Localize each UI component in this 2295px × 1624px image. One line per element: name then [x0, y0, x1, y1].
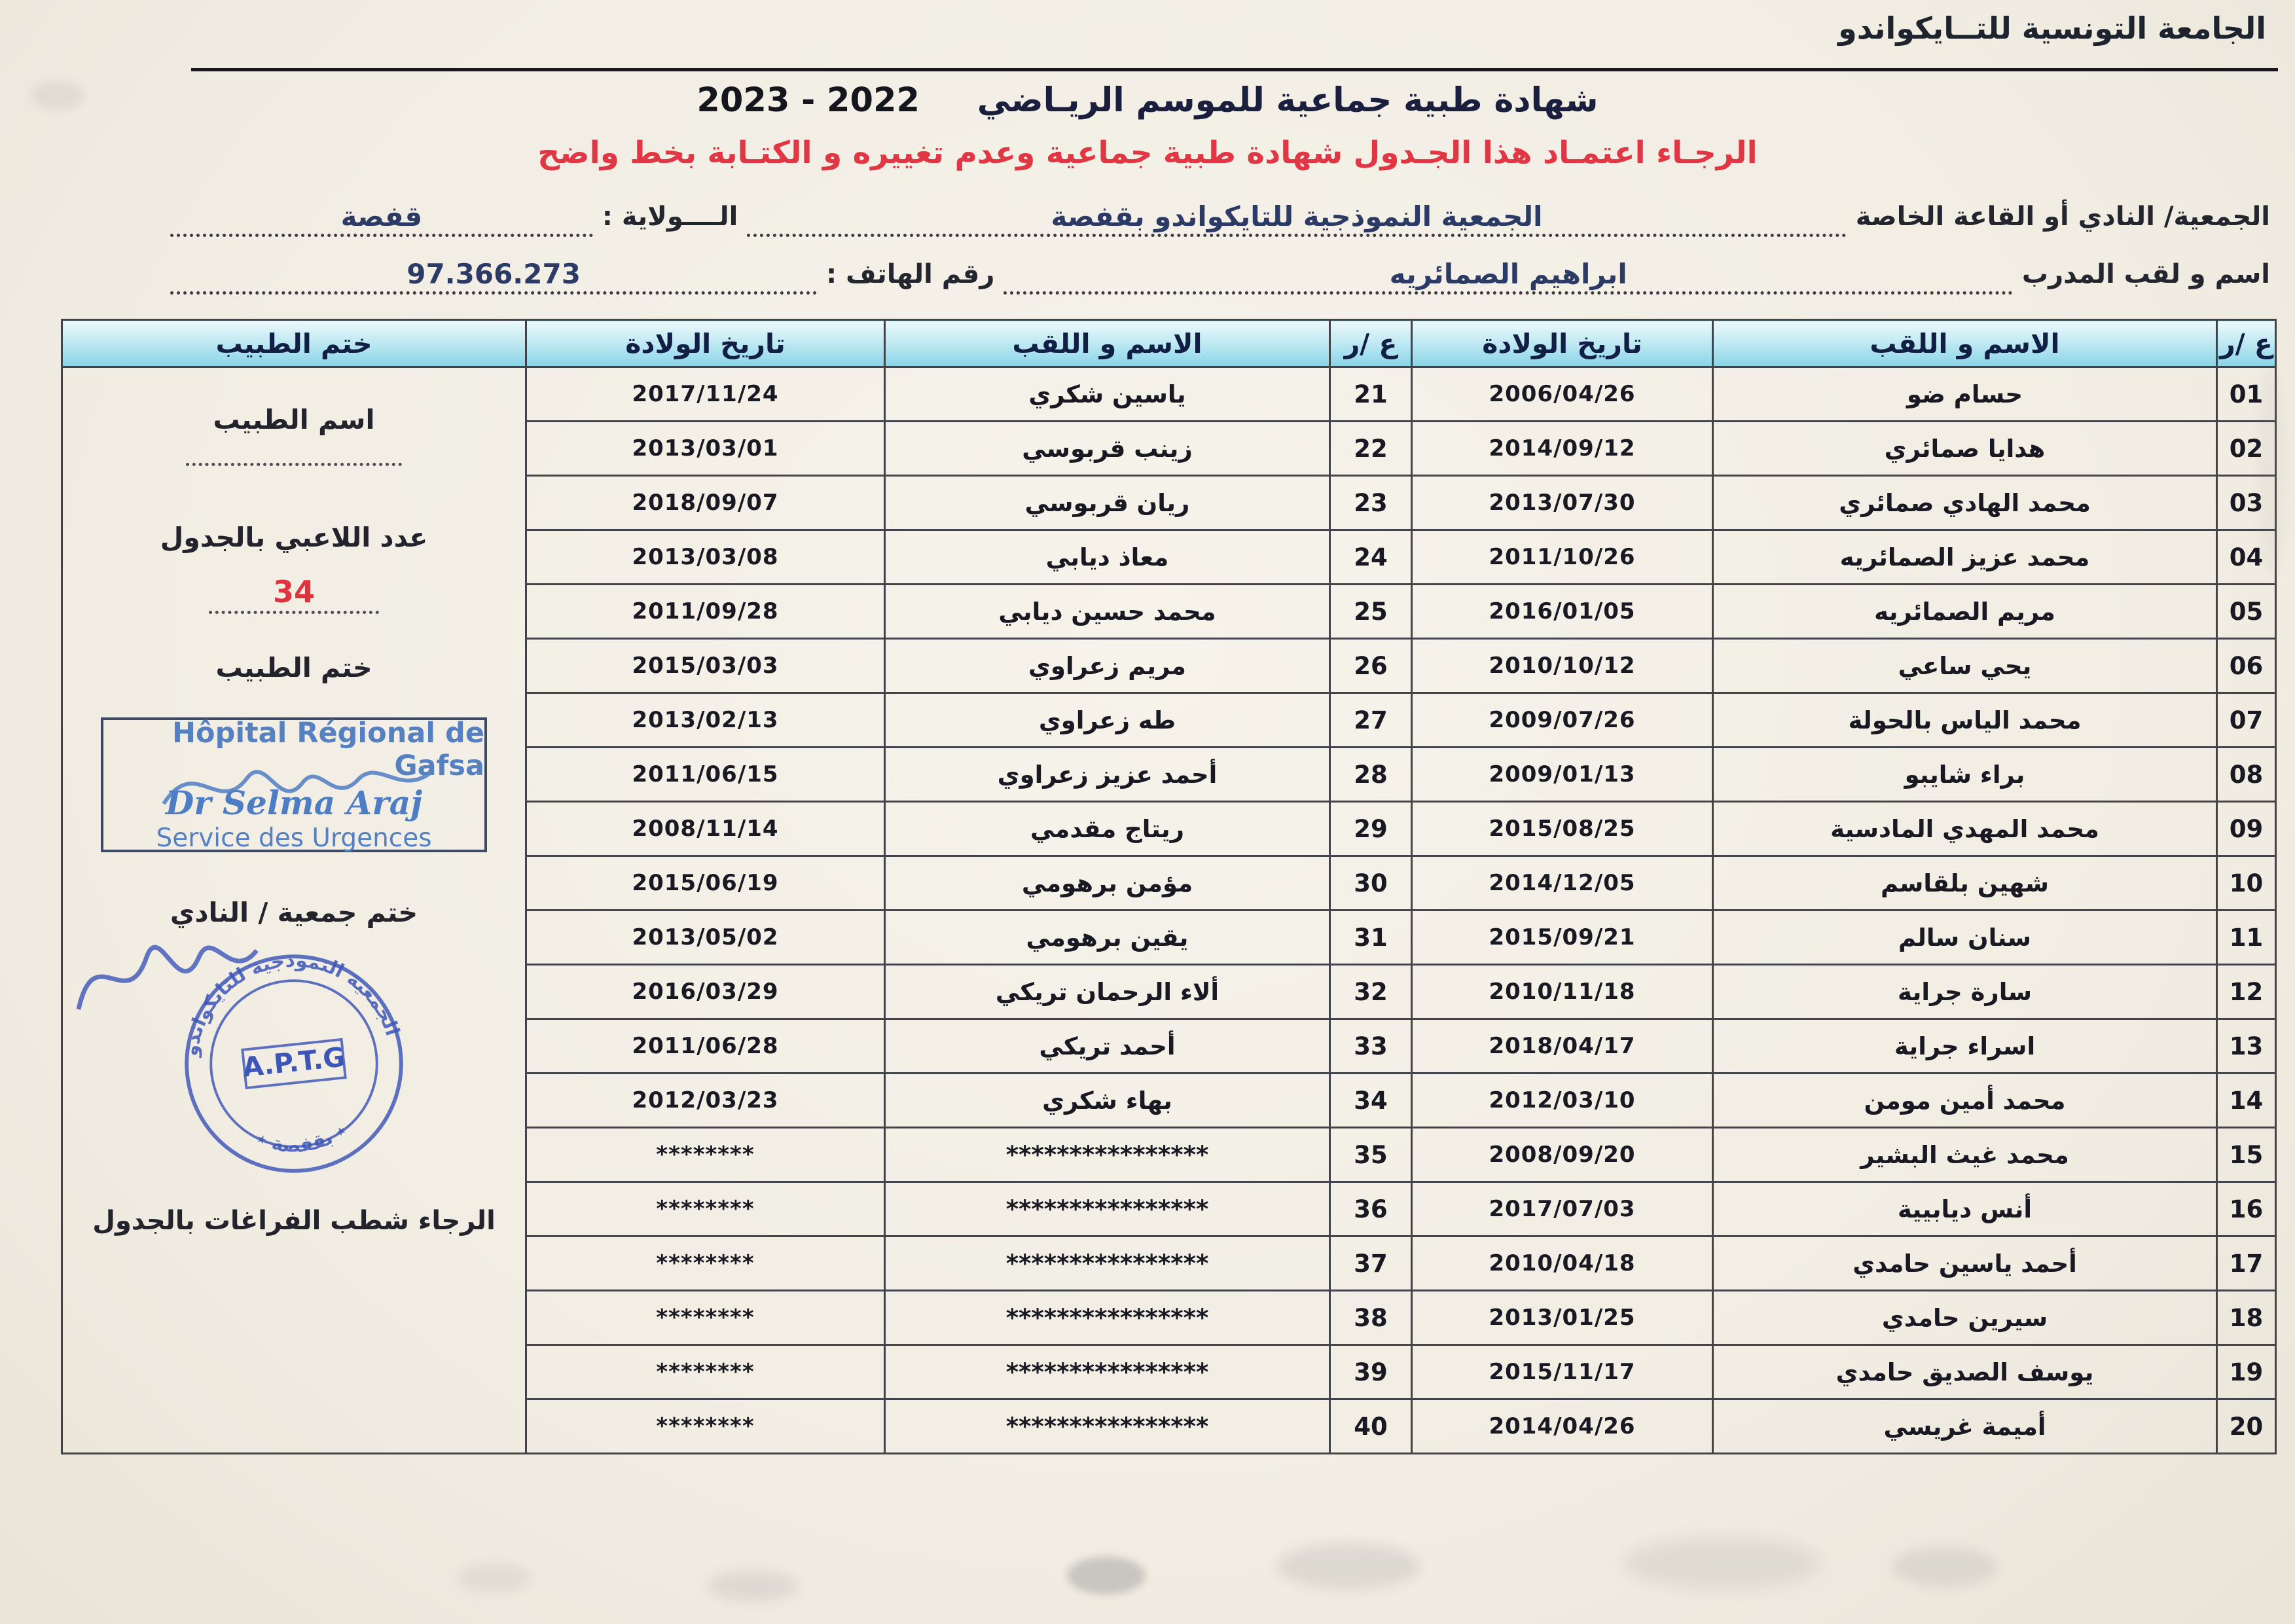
cell-dob-right: 2015/08/25 [1412, 802, 1713, 856]
cell-dob-left: 2011/06/28 [526, 1019, 885, 1074]
cell-dob-left: ******** [526, 1399, 885, 1454]
cell-name-left: يقين برهومي [885, 911, 1330, 965]
scan-smudge [707, 1570, 799, 1602]
coach-value: ابراهيم الصمائريه [1389, 258, 1627, 290]
cell-dob-left: ******** [526, 1345, 885, 1399]
phone-label: رقم الهاتف : [826, 259, 995, 289]
club-label: الجمعية/ النادي أو القاعة الخاصة [1855, 202, 2270, 232]
state-value-field [170, 200, 593, 237]
cell-dob-left: 2012/03/23 [526, 1074, 885, 1128]
hospital-stamp-doctor: Dr Selma Araj [165, 784, 423, 822]
player-row [526, 1182, 2276, 1236]
cell-num-right: 04 [2217, 530, 2276, 585]
cell-name-right: محمد الهادي صمائري [1713, 476, 2217, 530]
player-row [526, 639, 2276, 693]
cell-num-left: 27 [1330, 693, 1412, 748]
cell-num-left: 29 [1330, 802, 1412, 856]
cell-name-left: **************** [885, 1236, 1330, 1291]
svg-text:٭ بقفصة ٭ [251, 1117, 353, 1162]
scan-smudge [1623, 1537, 1820, 1589]
cell-num-right: 09 [2217, 802, 2276, 856]
cell-dob-left: 2013/03/08 [526, 530, 885, 585]
cell-name-right: أحمد ياسين حامدي [1713, 1236, 2217, 1291]
cell-num-left: 32 [1330, 965, 1412, 1019]
cell-name-right: محمد عزيز الصمائريه [1713, 530, 2217, 585]
player-row [526, 422, 2276, 476]
cell-dob-left: 2011/09/28 [526, 585, 885, 639]
cell-dob-right: 2013/01/25 [1412, 1291, 1713, 1345]
cell-num-right: 01 [2217, 367, 2276, 422]
cell-dob-left: ******** [526, 1236, 885, 1291]
cell-num-left: 22 [1330, 422, 1412, 476]
cell-name-right: يحي ساعي [1713, 639, 2217, 693]
cell-num-right: 13 [2217, 1019, 2276, 1074]
cell-name-right: حسام ضو [1713, 367, 2217, 422]
header-rule [191, 68, 2278, 71]
cell-num-right: 18 [2217, 1291, 2276, 1345]
cell-name-right: محمد أمين مومن [1713, 1074, 2217, 1128]
cell-num-left: 37 [1330, 1236, 1412, 1291]
cell-name-left: محمد حسين ديابي [885, 585, 1330, 639]
header-name-left: الاسم و اللقب [885, 320, 1330, 367]
scan-smudge [1067, 1557, 1146, 1595]
player-row [526, 1074, 2276, 1128]
cell-num-right: 10 [2217, 856, 2276, 911]
cell-dob-right: 2010/10/12 [1412, 639, 1713, 693]
cell-dob-left: ******** [526, 1182, 885, 1236]
header-num-left: ع /ر [1330, 320, 1412, 367]
player-row [526, 530, 2276, 585]
cell-name-left: **************** [885, 1128, 1330, 1182]
coach-form-line [161, 251, 2270, 295]
cell-num-left: 30 [1330, 856, 1412, 911]
players-count-value: 34 [272, 574, 315, 609]
title-text: شهادة طبية جماعية للموسم الريـاضي [977, 81, 1599, 120]
cell-name-left: ريان قربوسي [885, 476, 1330, 530]
cell-num-right: 07 [2217, 693, 2276, 748]
phone-value: 97.366.273 [407, 258, 581, 290]
cell-dob-left: ******** [526, 1128, 885, 1182]
cell-num-right: 03 [2217, 476, 2276, 530]
cell-num-right: 12 [2217, 965, 2276, 1019]
player-row [526, 1399, 2276, 1454]
document-title [0, 81, 2295, 120]
cell-name-right: اسراء جراية [1713, 1019, 2217, 1074]
cell-num-right: 02 [2217, 422, 2276, 476]
player-row [526, 856, 2276, 911]
player-row [526, 911, 2276, 965]
cell-dob-left: 2015/06/19 [526, 856, 885, 911]
player-row [526, 1019, 2276, 1074]
hospital-stamp [101, 717, 487, 852]
cell-num-left: 21 [1330, 367, 1412, 422]
cell-name-right: مريم الصمائريه [1713, 585, 2217, 639]
cell-dob-right: 2013/07/30 [1412, 476, 1713, 530]
cell-num-right: 16 [2217, 1182, 2276, 1236]
cell-name-left: أحمد تريكي [885, 1019, 1330, 1074]
coach-label: اسم و لقب المدرب [2021, 259, 2270, 289]
cell-num-left: 35 [1330, 1128, 1412, 1182]
header-stamp: ختم الطبيب [63, 321, 525, 368]
cell-name-right: سيرين حامدي [1713, 1291, 2217, 1345]
cell-num-right: 11 [2217, 911, 2276, 965]
cell-num-left: 26 [1330, 639, 1412, 693]
players-count-field [209, 574, 379, 614]
hospital-stamp-name: Hôpital Régional de Gafsa [172, 717, 484, 782]
cell-dob-left: ******** [526, 1291, 885, 1345]
cell-dob-right: 2014/04/26 [1412, 1399, 1713, 1454]
cell-num-right: 17 [2217, 1236, 2276, 1291]
cell-dob-right: 2009/07/26 [1412, 693, 1713, 748]
cell-dob-left: 2015/03/03 [526, 639, 885, 693]
club-value: الجمعية النموذجية للتايكواندو بقفصة [1051, 200, 1543, 232]
doctor-name-label: اسم الطبيب [213, 404, 375, 435]
cell-dob-right: 2018/04/17 [1412, 1019, 1713, 1074]
cell-name-left: بهاء شكري [885, 1074, 1330, 1128]
cell-name-right: يوسف الصديق حامدي [1713, 1345, 2217, 1399]
cell-num-right: 15 [2217, 1128, 2276, 1182]
cell-dob-right: 2014/12/05 [1412, 856, 1713, 911]
season-years: 2022 - 2023 [696, 81, 920, 120]
cell-name-right: براء شايبو [1713, 748, 2217, 802]
cell-name-right: محمد المهدي المادسية [1713, 802, 2217, 856]
cell-dob-left: 2013/05/02 [526, 911, 885, 965]
cell-dob-left: 2018/09/07 [526, 476, 885, 530]
player-row [526, 1291, 2276, 1345]
player-row [526, 476, 2276, 530]
cell-name-left: زينب قربوسي [885, 422, 1330, 476]
cell-dob-right: 2011/10/26 [1412, 530, 1713, 585]
players-table [525, 319, 2277, 1454]
cell-dob-right: 2015/09/21 [1412, 911, 1713, 965]
cell-name-right: سارة جراية [1713, 965, 2217, 1019]
cell-dob-left: 2013/03/01 [526, 422, 885, 476]
cell-name-left: **************** [885, 1291, 1330, 1345]
cell-num-left: 31 [1330, 911, 1412, 965]
cell-name-left: **************** [885, 1182, 1330, 1236]
round-stamp-center-text: A.P.T.G [241, 1041, 347, 1083]
player-row [526, 1128, 2276, 1182]
scan-smudge [1276, 1543, 1420, 1589]
phone-value-field [170, 258, 817, 295]
federation-name: الجامعة التونسية للتــايكواندو [1838, 10, 2266, 46]
player-row [526, 367, 2276, 422]
cell-dob-right: 2010/11/18 [1412, 965, 1713, 1019]
cell-name-left: مؤمن برهومي [885, 856, 1330, 911]
player-row [526, 1236, 2276, 1291]
cell-name-left: مريم زعراوي [885, 639, 1330, 693]
cell-dob-right: 2014/09/12 [1412, 422, 1713, 476]
cell-num-left: 24 [1330, 530, 1412, 585]
player-row [526, 965, 2276, 1019]
cell-num-left: 23 [1330, 476, 1412, 530]
cell-dob-left: 2013/02/13 [526, 693, 885, 748]
cell-dob-right: 2012/03/10 [1412, 1074, 1713, 1128]
player-row [526, 1345, 2276, 1399]
header-num-right: ع /ر [2217, 320, 2276, 367]
cell-dob-left: 2016/03/29 [526, 965, 885, 1019]
cell-num-right: 19 [2217, 1345, 2276, 1399]
players-table-body [526, 367, 2276, 1454]
players-table-wrap [61, 319, 2277, 1454]
cell-name-left: أحمد عزيز زعراوي [885, 748, 1330, 802]
round-stamp-bottom-text: ٭ بقفصة ٭ [253, 1118, 352, 1157]
cell-dob-right: 2010/04/18 [1412, 1236, 1713, 1291]
cell-num-left: 33 [1330, 1019, 1412, 1074]
cell-num-right: 20 [2217, 1399, 2276, 1454]
cell-dob-right: 2017/07/03 [1412, 1182, 1713, 1236]
doctor-stamp-column [61, 319, 527, 1454]
state-value: قفصة [340, 200, 423, 232]
club-stamp-label: ختم جمعية / النادي [170, 897, 418, 928]
club-form-line [161, 194, 2270, 237]
cell-name-left: معاذ ديابي [885, 530, 1330, 585]
cell-dob-left: 2008/11/14 [526, 802, 885, 856]
cell-dob-right: 2015/11/17 [1412, 1345, 1713, 1399]
cell-name-right: شهين بلقاسم [1713, 856, 2217, 911]
cell-dob-right: 2008/09/20 [1412, 1128, 1713, 1182]
cell-num-left: 36 [1330, 1182, 1412, 1236]
header-name-right: الاسم و اللقب [1713, 320, 2217, 367]
cell-dob-left: 2011/06/15 [526, 748, 885, 802]
cell-name-left: ياسين شكري [885, 367, 1330, 422]
cell-num-left: 40 [1330, 1399, 1412, 1454]
cell-name-left: ريتاج مقدمي [885, 802, 1330, 856]
club-value-field [747, 200, 1846, 237]
doctor-stamp-label: ختم الطبيب [215, 652, 372, 683]
cell-name-right: سنان سالم [1713, 911, 2217, 965]
cell-dob-right: 2016/01/05 [1412, 585, 1713, 639]
scan-smudge [1892, 1547, 1997, 1587]
cell-dob-left: 2017/11/24 [526, 367, 885, 422]
player-row [526, 748, 2276, 802]
doctor-name-blank [186, 463, 402, 466]
cell-dob-right: 2009/01/13 [1412, 748, 1713, 802]
table-header-row [526, 320, 2276, 367]
player-row [526, 585, 2276, 639]
cell-name-left: **************** [885, 1399, 1330, 1454]
cell-name-right: أميمة غريسي [1713, 1399, 2217, 1454]
signature-scribble [68, 911, 264, 1036]
header-dob-left: تاريخ الولادة [526, 320, 885, 367]
cell-name-right: محمد غيث البشير [1713, 1128, 2217, 1182]
hospital-stamp-service: Service des Urgences [156, 823, 432, 853]
cell-num-left: 28 [1330, 748, 1412, 802]
stamp-panel [63, 368, 525, 1453]
scan-smudge [458, 1563, 530, 1593]
cell-name-left: **************** [885, 1345, 1330, 1399]
cell-name-right: محمد الياس بالحولة [1713, 693, 2217, 748]
cell-name-right: أنس ديابيية [1713, 1182, 2217, 1236]
cell-num-left: 25 [1330, 585, 1412, 639]
cell-num-left: 38 [1330, 1291, 1412, 1345]
cell-dob-right: 2006/04/26 [1412, 367, 1713, 422]
strike-blanks-note: الرجاء شطب الفراغات بالجدول [92, 1206, 496, 1236]
cell-name-right: هدايا صمائري [1713, 422, 2217, 476]
cell-num-right: 14 [2217, 1074, 2276, 1128]
cell-name-left: ألاء الرحمان تريكي [885, 965, 1330, 1019]
cell-num-right: 05 [2217, 585, 2276, 639]
cell-num-right: 06 [2217, 639, 2276, 693]
cell-num-left: 34 [1330, 1074, 1412, 1128]
header-dob-right: تاريخ الولادة [1412, 320, 1713, 367]
cell-num-right: 08 [2217, 748, 2276, 802]
player-row [526, 693, 2276, 748]
state-label: الــــولاية : [602, 202, 738, 232]
player-row [526, 802, 2276, 856]
instruction-notice: الرجـاء اعتمـاد هذا الجـدول شهادة طبية جماعية وعدم تغييره و الكتـابة بخط واضح [537, 135, 1758, 171]
cell-num-left: 39 [1330, 1345, 1412, 1399]
players-count-label: عدد اللاعبي بالجدول [160, 522, 428, 553]
cell-name-left: طه زعراوي [885, 693, 1330, 748]
round-stamp-top-text: الجمعية النموذجية للتايكواندو [179, 948, 405, 1058]
coach-value-field [1003, 258, 2013, 295]
